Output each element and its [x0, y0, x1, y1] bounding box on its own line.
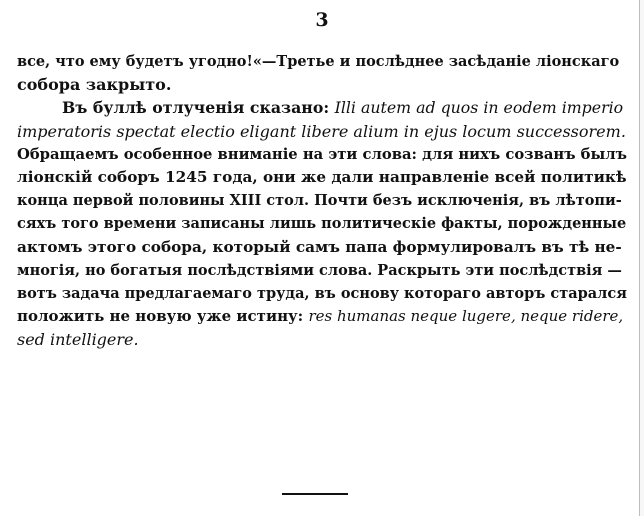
latin-quote: sed intelligere. [17, 330, 139, 350]
text-segment: положить не новую уже истину: [17, 307, 309, 326]
text-segment: Обращаемъ особенное вниманіе на эти слова: для нихъ созванъ былъ [17, 145, 627, 163]
text-line [17, 305, 629, 328]
latin-quote: Illi autem ad quos in eodem imperio [334, 98, 624, 118]
text-line [17, 143, 629, 166]
latin-quote: imperatoris spectat electio eligant libere alium in ejus locum successorem. [17, 121, 626, 141]
text-line [17, 189, 629, 212]
text-segment: вотъ задача предлагаемаго труда, въ основу котораго авторъ старался [17, 284, 627, 302]
text-segment: Въ буллѣ отлученія сказано: [62, 98, 335, 118]
text-segment: собора закрыто. [17, 75, 172, 95]
text-line [17, 120, 629, 143]
page-edge [639, 0, 644, 516]
text-segment: ліонскій соборъ 1245 года, они же дали направленіе всей политикѣ [17, 167, 627, 186]
text-segment: сяхъ того времени записаны лишь политическіе факты, порожденные [17, 215, 627, 233]
latin-quote: res humanas neque lugere, neque ridere, [308, 307, 624, 326]
body-text [17, 50, 629, 351]
text-segment: многія, но богатыя послѣдствіями слова. Раскрыть эти послѣдствія — [17, 261, 622, 279]
end-divider [282, 493, 348, 495]
page-number: 3 [315, 9, 329, 31]
text-line [17, 166, 629, 189]
text-line [17, 328, 629, 351]
text-segment: актомъ этого собора, который самъ папа формулировалъ въ тѣ не- [17, 237, 622, 256]
text-line [17, 96, 629, 119]
text-line [17, 50, 629, 73]
text-line [17, 282, 629, 305]
text-line [17, 73, 629, 96]
text-line [17, 259, 629, 282]
text-segment: конца первой половины XIII стол. Почти безъ исключенія, въ лѣтопи- [17, 192, 622, 210]
text-segment: все, что ему будетъ угодно!«—Третье и послѣднее засѣданіе ліонскаго [17, 53, 620, 70]
text-line [17, 236, 629, 259]
text-line [17, 212, 629, 235]
